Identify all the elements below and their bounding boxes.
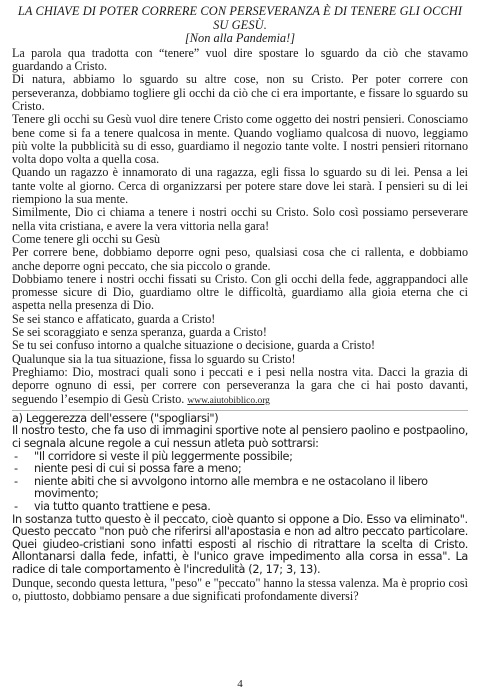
- prayer-paragraph: [12, 366, 468, 408]
- document-title: LA CHIAVE DI POTER CORRERE CON PERSEVERANZA È DI TENERE GLI OCCHI SU GESÙ.: [17, 4, 463, 32]
- section-paragraph: Questo peccato "non può che riferirsi all'apostasia e non ad altro peccato particolare. Quei giudeo-cristiani sono infatti esposti al rischio di ritrattare la scelta di Cristo. Allontanarsi dalla fede, infatti, è l'unico grave impedimento alla corsa in essa". La radice di tale comportamento è l'incredulità (2, 17; 3, 13).: [12, 525, 468, 576]
- exhortation-line: Se tu sei confuso intorno a qualche situazione o decisione, guarda a Cristo!: [12, 338, 376, 353]
- list-item: - "Il corridore si veste il più leggermente possibile;: [12, 451, 468, 464]
- list-item: - niente pesi di cui si possa fare a meno;: [12, 463, 468, 476]
- rules-list: [12, 451, 468, 514]
- section-title: a) Leggerezza dell'essere ("spogliarsi"): [12, 411, 219, 425]
- exhortation-line: Se sei scoraggiato e senza speranza, guarda a Cristo!: [12, 325, 267, 340]
- paragraph: La parola qua tradotta con “tenere” vuol dire spostare lo sguardo da ciò che stavamo guardando a Cristo.: [12, 45, 468, 74]
- exhortation-line: Se sei stanco e affaticato, guarda a Cristo!: [12, 311, 216, 326]
- list-item: - via tutto quanto trattiene e pesa.: [12, 501, 468, 514]
- page-number: 4: [237, 678, 243, 690]
- exhortation-line: Qualunque sia la tua situazione, fissa lo sguardo su Cristo!: [12, 351, 296, 366]
- prayer-text: Preghiamo: Dio, mostraci quali sono i peccati e i pesi nella nostra vita. Dacci la grazia di deporre ognuno di essi, per correre con perseveranza la gara che ci hai posto davanti, seguendo l’esempio di Gesù Cristo.: [12, 364, 468, 406]
- paragraph: Per correre bene, dobbiamo deporre ogni peso, qualsiasi cosa che ci rallenta, e dobbiamo anche deporre ogni peccato, che sia piccolo o grande.: [12, 245, 468, 273]
- list-item: - niente abiti che si avvolgono intorno alle membra e ne ostacolano il libero movimento;: [12, 476, 468, 501]
- section-paragraph: Dunque, secondo questa lettura, "peso" e "peccato" hanno la stessa valenza. Ma è proprio così o, piuttosto, dobbiamo pensare a due significati profondamente diversi?: [12, 575, 468, 603]
- section-divider: [12, 410, 468, 411]
- paragraph: Quando un ragazzo è innamorato di una ragazza, egli fissa lo sguardo su di lei. Pensa a lei tante volte al giorno. Cerca di organizzarsi per potere stare dove lei starà. I pensieri su di lei riempiono la sua mente.: [12, 165, 468, 207]
- website-link[interactable]: www.aiutobiblico.org: [187, 395, 270, 406]
- section-paragraph: In sostanza tutto questo è il peccato, cioè quanto si oppone a Dio. Esso va eliminato".: [12, 512, 468, 526]
- paragraph: Dobbiamo tenere i nostri occhi fissati su Cristo. Con gli occhi della fede, aggrappandoci alle promesse sicure di Dio, guardiamo oltre le difficoltà, guardiamo alla gioia eterna che ci aspetta nella presenza di Dio.: [12, 271, 468, 313]
- document-subtitle: [Non alla Pandemia!]: [184, 31, 296, 46]
- paragraph: Similmente, Dio ci chiama a tenere i nostri occhi su Cristo. Solo così possiamo perseverare nella vita cristiana, e avere la vera vittoria nella gara!: [12, 205, 468, 233]
- paragraph: Tenere gli occhi su Gesù vuol dire tenere Cristo come oggetto dei nostri pensieri. Conosciamo bene come si fa a tenere qualcosa in mente. Quando vogliamo qualcosa di nuovo, leggiamo più volte la pubblicità su di esso, guardiamo il negozio tante volte. I nostri pensieri ritornano volta dopo volta a quella cosa.: [12, 112, 468, 167]
- section-intro: Il nostro testo, che fa uso di immagini sportive note al pensiero paolino e postpaolino, ci segnala alcune regole a cui nessun atleta può sottrarsi:: [12, 424, 468, 450]
- paragraph: Di natura, abbiamo lo sguardo su altre cose, non su Cristo. Per poter correre con perseveranza, dobbiamo togliere gli occhi da ciò che ci era importante, e fissare lo sguardo su Cristo.: [12, 72, 468, 113]
- subheading: Come tenere gli occhi su Gesù: [12, 231, 161, 246]
